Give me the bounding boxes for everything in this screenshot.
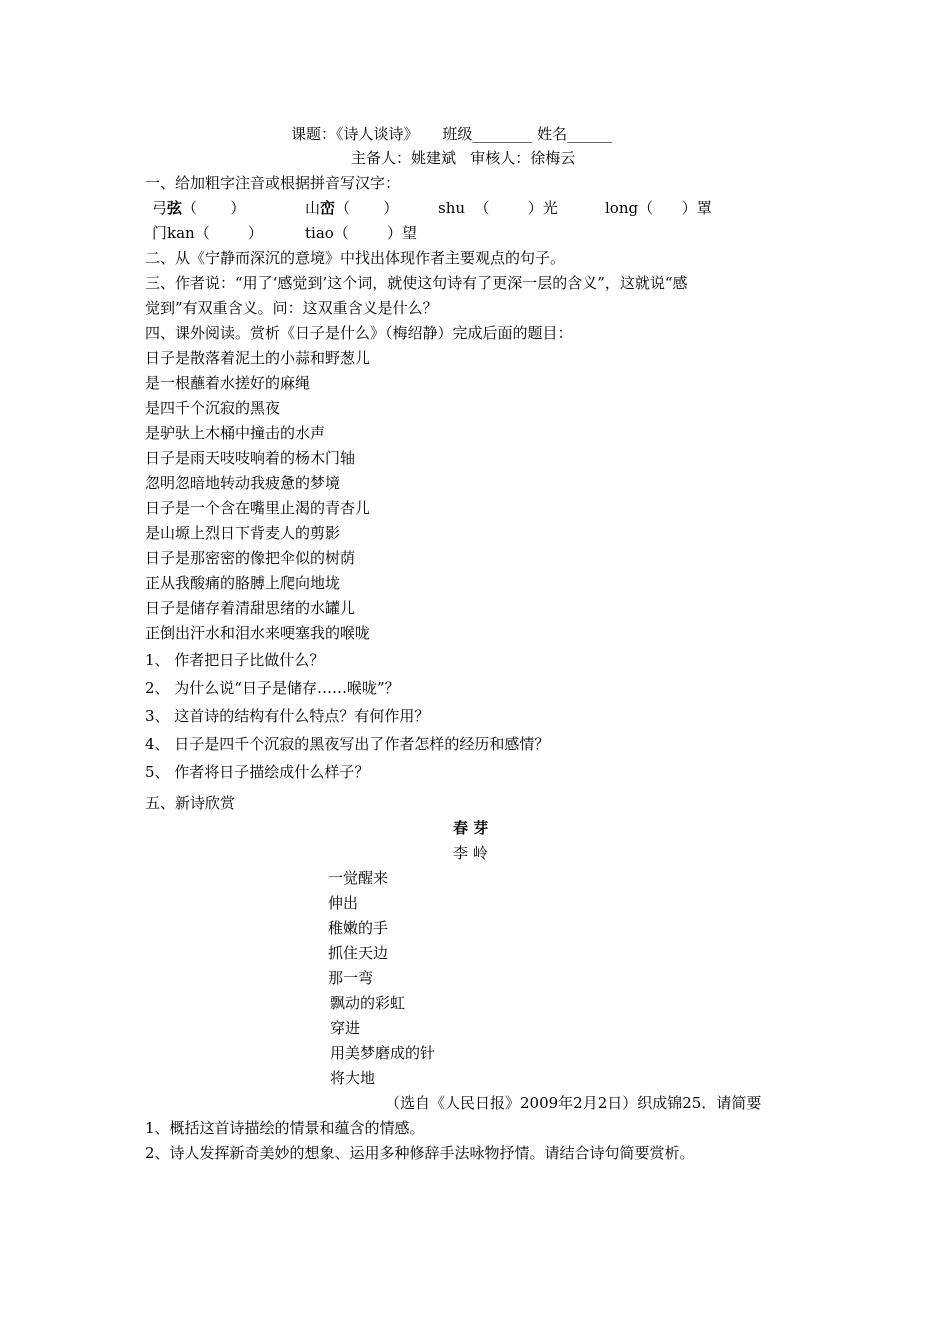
pinyin-item-shu: shu （ ）光 [438,199,558,217]
section2-title: 二、从《宁静而深沉的意境》中找出体现作者主要观点的句子。 [145,249,566,267]
poem-line: 日子是雨天吱吱响着的杨木门轴 [145,449,356,467]
answer-blank: （ ） [182,199,246,217]
poem-line: 是驴驮上木桶中撞击的水声 [145,424,326,442]
poem-author: 李 岭 [453,844,488,862]
poem-line: 正倒出汗水和泪水来哽塞我的喉咙 [145,624,371,642]
answer-blank: （ ） [335,199,399,217]
question-item: 2、诗人发挥新奇美妙的想象、运用多种修辞手法咏物抒情。请结合诗句简要赏析。 [145,1144,695,1162]
section3-line-2: 觉到”有双重含义。问：这双重含义是什么？ [145,299,438,317]
poem-line: 日子是储存着清甜思绪的水罐儿 [145,599,356,617]
poem-line: 是山塬上烈日下背麦人的剪影 [145,524,341,542]
poem-line: 用美梦磨成的针 [330,1044,436,1062]
poem-line: 是四千个沉寂的黑夜 [145,399,281,417]
section4-title: 四、课外阅读。赏析《日子是什么》（梅绍静）完成后面的题目： [145,324,573,342]
question-item: 3、 这首诗的结构有什么特点？有何作用？ [145,707,430,725]
poem-line: 将大地 [330,1069,376,1087]
question-item: 4、 日子是四千个沉寂的黑夜写出了作者怎样的经历和感情？ [145,735,550,753]
item-text: 弓 [152,199,168,217]
poem-line: 日子是散落着泥土的小蒜和野葱儿 [145,349,371,367]
bold-char: 弦 [167,199,183,217]
bold-char: 峦 [320,199,336,217]
header-title-line: 课题：《诗人谈诗》 班级________ 姓名______ [291,125,613,143]
section1-title: 一、给加粗字注音或根据拼音写汉字： [145,174,401,192]
question-item: 1、概括这首诗描绘的情景和蕴含的情感。 [145,1119,425,1137]
poem-line: 飘动的彩虹 [330,994,406,1012]
pinyin-item-xian [152,198,245,218]
question-item: 5、 作者将日子描绘成什么样子？ [145,763,370,781]
poem-line: 日子是一个含在嘴里止渴的青杏儿 [145,499,371,517]
poem-source: （选自《人民日报》2009年2月2日）织成锦25．请简要 [385,1094,762,1112]
poem-line: 那一弯 [328,969,374,987]
poem-line: 伸出 [328,894,359,912]
item-text: 山 [305,199,321,217]
poem-line: 正从我酸痛的胳膊上爬向地垅 [145,574,341,592]
pinyin-item-long: long（ ）罩 [605,199,712,217]
poem-line: 穿进 [330,1019,361,1037]
poem-title: 春 芽 [453,819,489,837]
poem-line: 日子是那密密的像把伞似的树荫 [145,549,356,567]
poem-line: 忽明忽暗地转动我疲惫的梦境 [145,474,341,492]
section5-title: 五、新诗欣赏 [145,794,236,812]
question-item: 2、 为什么说“日子是储存……喉咙”？ [145,679,400,697]
poem-line: 一觉醒来 [328,869,389,887]
poem-line: 稚嫩的手 [328,919,389,937]
question-item: 1、 作者把日子比做什么？ [145,651,325,669]
poem-line: 抓住天边 [328,944,389,962]
pinyin-item-luan [305,198,398,218]
poem-line: 是一根蘸着水搓好的麻绳 [145,374,311,392]
section3-line-1: 三、作者说：“用了‘感觉到’这个词，就使这句诗有了更深一层的含义”，这就说“感 [145,274,688,292]
pinyin-item-tiao: tiao（ ）望 [305,224,417,242]
pinyin-item-kan: 门kan（ ） [152,224,263,242]
header-preparer-line: 主备人：姚建斌 审核人：徐梅云 [351,149,576,167]
